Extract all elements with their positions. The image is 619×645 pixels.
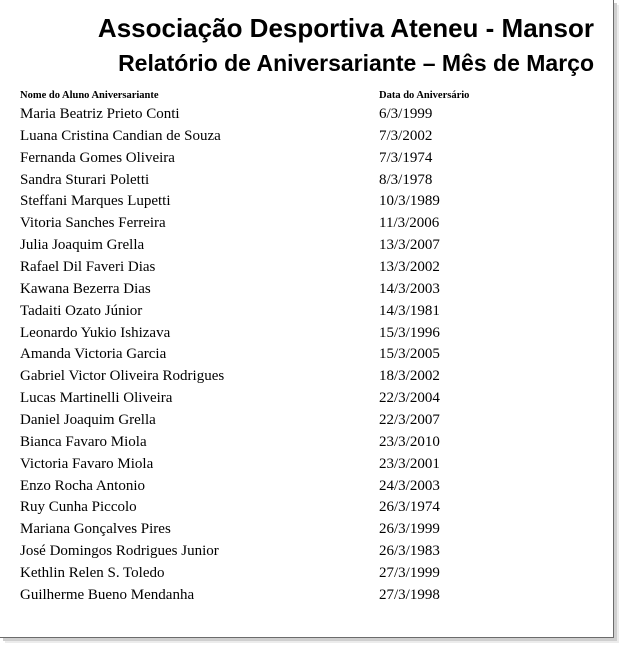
student-name: Luana Cristina Candian de Souza bbox=[20, 127, 221, 144]
student-name: Guilherme Bueno Mendanha bbox=[20, 586, 195, 603]
table-row bbox=[0, 257, 613, 279]
table-row bbox=[0, 410, 613, 432]
birth-date: 23/3/2001 bbox=[379, 455, 440, 472]
birth-date: 18/3/2002 bbox=[379, 368, 440, 385]
table-row bbox=[0, 344, 613, 366]
student-name: Tadaiti Ozato Júnior bbox=[20, 302, 143, 319]
table-row bbox=[0, 126, 613, 148]
table-row bbox=[0, 235, 613, 257]
birth-date: 7/3/2002 bbox=[379, 127, 433, 144]
column-header-date: Data do Aniversário bbox=[379, 90, 470, 101]
student-name: Kethlin Relen S. Toledo bbox=[20, 565, 165, 582]
student-name: Bianca Favaro Miola bbox=[20, 433, 147, 450]
birth-date: 15/3/2005 bbox=[379, 346, 440, 363]
table-row bbox=[0, 454, 613, 476]
birth-date: 22/3/2007 bbox=[379, 412, 440, 429]
birth-date: 7/3/1974 bbox=[379, 149, 433, 166]
table-row bbox=[0, 323, 613, 345]
birth-date: 26/3/1983 bbox=[379, 543, 440, 560]
table-row bbox=[0, 279, 613, 301]
birth-date: 10/3/1989 bbox=[379, 193, 440, 210]
birth-date: 6/3/1999 bbox=[379, 106, 433, 122]
birth-date: 27/3/1998 bbox=[379, 586, 440, 603]
column-header-name: Nome do Aluno Aniversariante bbox=[20, 90, 159, 101]
table-row bbox=[0, 541, 613, 563]
birth-date: 26/3/1999 bbox=[379, 521, 440, 538]
birth-date: 13/3/2002 bbox=[379, 259, 440, 276]
student-name: Leonardo Yukio Ishizava bbox=[20, 324, 171, 341]
student-name: Kawana Bezerra Dias bbox=[20, 280, 151, 297]
birth-date: 15/3/1996 bbox=[379, 324, 440, 341]
birthday-list bbox=[0, 104, 613, 607]
student-name: Lucas Martinelli Oliveira bbox=[20, 390, 173, 407]
student-name: José Domingos Rodrigues Junior bbox=[20, 543, 219, 560]
birth-date: 22/3/2004 bbox=[379, 390, 440, 407]
table-row bbox=[0, 388, 613, 410]
student-name: Rafael Dil Faveri Dias bbox=[20, 259, 156, 276]
page-title: Associação Desportiva Ateneu - Mansor bbox=[97, 13, 594, 43]
student-name: Ruy Cunha Piccolo bbox=[20, 499, 137, 516]
birth-date: 14/3/1981 bbox=[379, 302, 440, 319]
student-name: Vitoria Sanches Ferreira bbox=[20, 215, 166, 232]
student-name: Sandra Sturari Poletti bbox=[20, 171, 150, 188]
student-name: Steffani Marques Lupetti bbox=[20, 193, 171, 210]
table-row bbox=[0, 432, 613, 454]
student-name: Gabriel Victor Oliveira Rodrigues bbox=[20, 368, 225, 385]
table-row bbox=[0, 476, 613, 498]
report-subtitle: Relatório de Aniversariante – Mês de Março bbox=[118, 50, 594, 76]
student-name: Mariana Gonçalves Pires bbox=[20, 521, 171, 538]
birth-date: 14/3/2003 bbox=[379, 280, 440, 297]
table-row bbox=[0, 585, 613, 607]
table-row bbox=[0, 497, 613, 519]
birth-date: 23/3/2010 bbox=[379, 433, 440, 450]
birth-date: 13/3/2007 bbox=[379, 237, 440, 254]
table-row bbox=[0, 519, 613, 541]
birth-date: 24/3/2003 bbox=[379, 477, 440, 494]
birth-date: 11/3/2006 bbox=[379, 215, 440, 232]
birth-date: 8/3/1978 bbox=[379, 171, 433, 188]
student-name: Enzo Rocha Antonio bbox=[20, 477, 145, 494]
table-row bbox=[0, 104, 613, 126]
table-row bbox=[0, 191, 613, 213]
table-row bbox=[0, 213, 613, 235]
student-name: Amanda Victoria Garcia bbox=[20, 346, 167, 363]
student-name: Fernanda Gomes Oliveira bbox=[20, 149, 175, 166]
student-name: Daniel Joaquim Grella bbox=[20, 412, 156, 429]
birth-date: 27/3/1999 bbox=[379, 565, 440, 582]
table-row bbox=[0, 170, 613, 192]
table-row bbox=[0, 301, 613, 323]
birth-date: 26/3/1974 bbox=[379, 499, 440, 516]
table-row bbox=[0, 148, 613, 170]
table-row bbox=[0, 366, 613, 388]
student-name: Julia Joaquim Grella bbox=[20, 237, 145, 254]
table-row bbox=[0, 563, 613, 585]
student-name: Maria Beatriz Prieto Conti bbox=[20, 106, 180, 122]
student-name: Victoria Favaro Miola bbox=[20, 455, 154, 472]
